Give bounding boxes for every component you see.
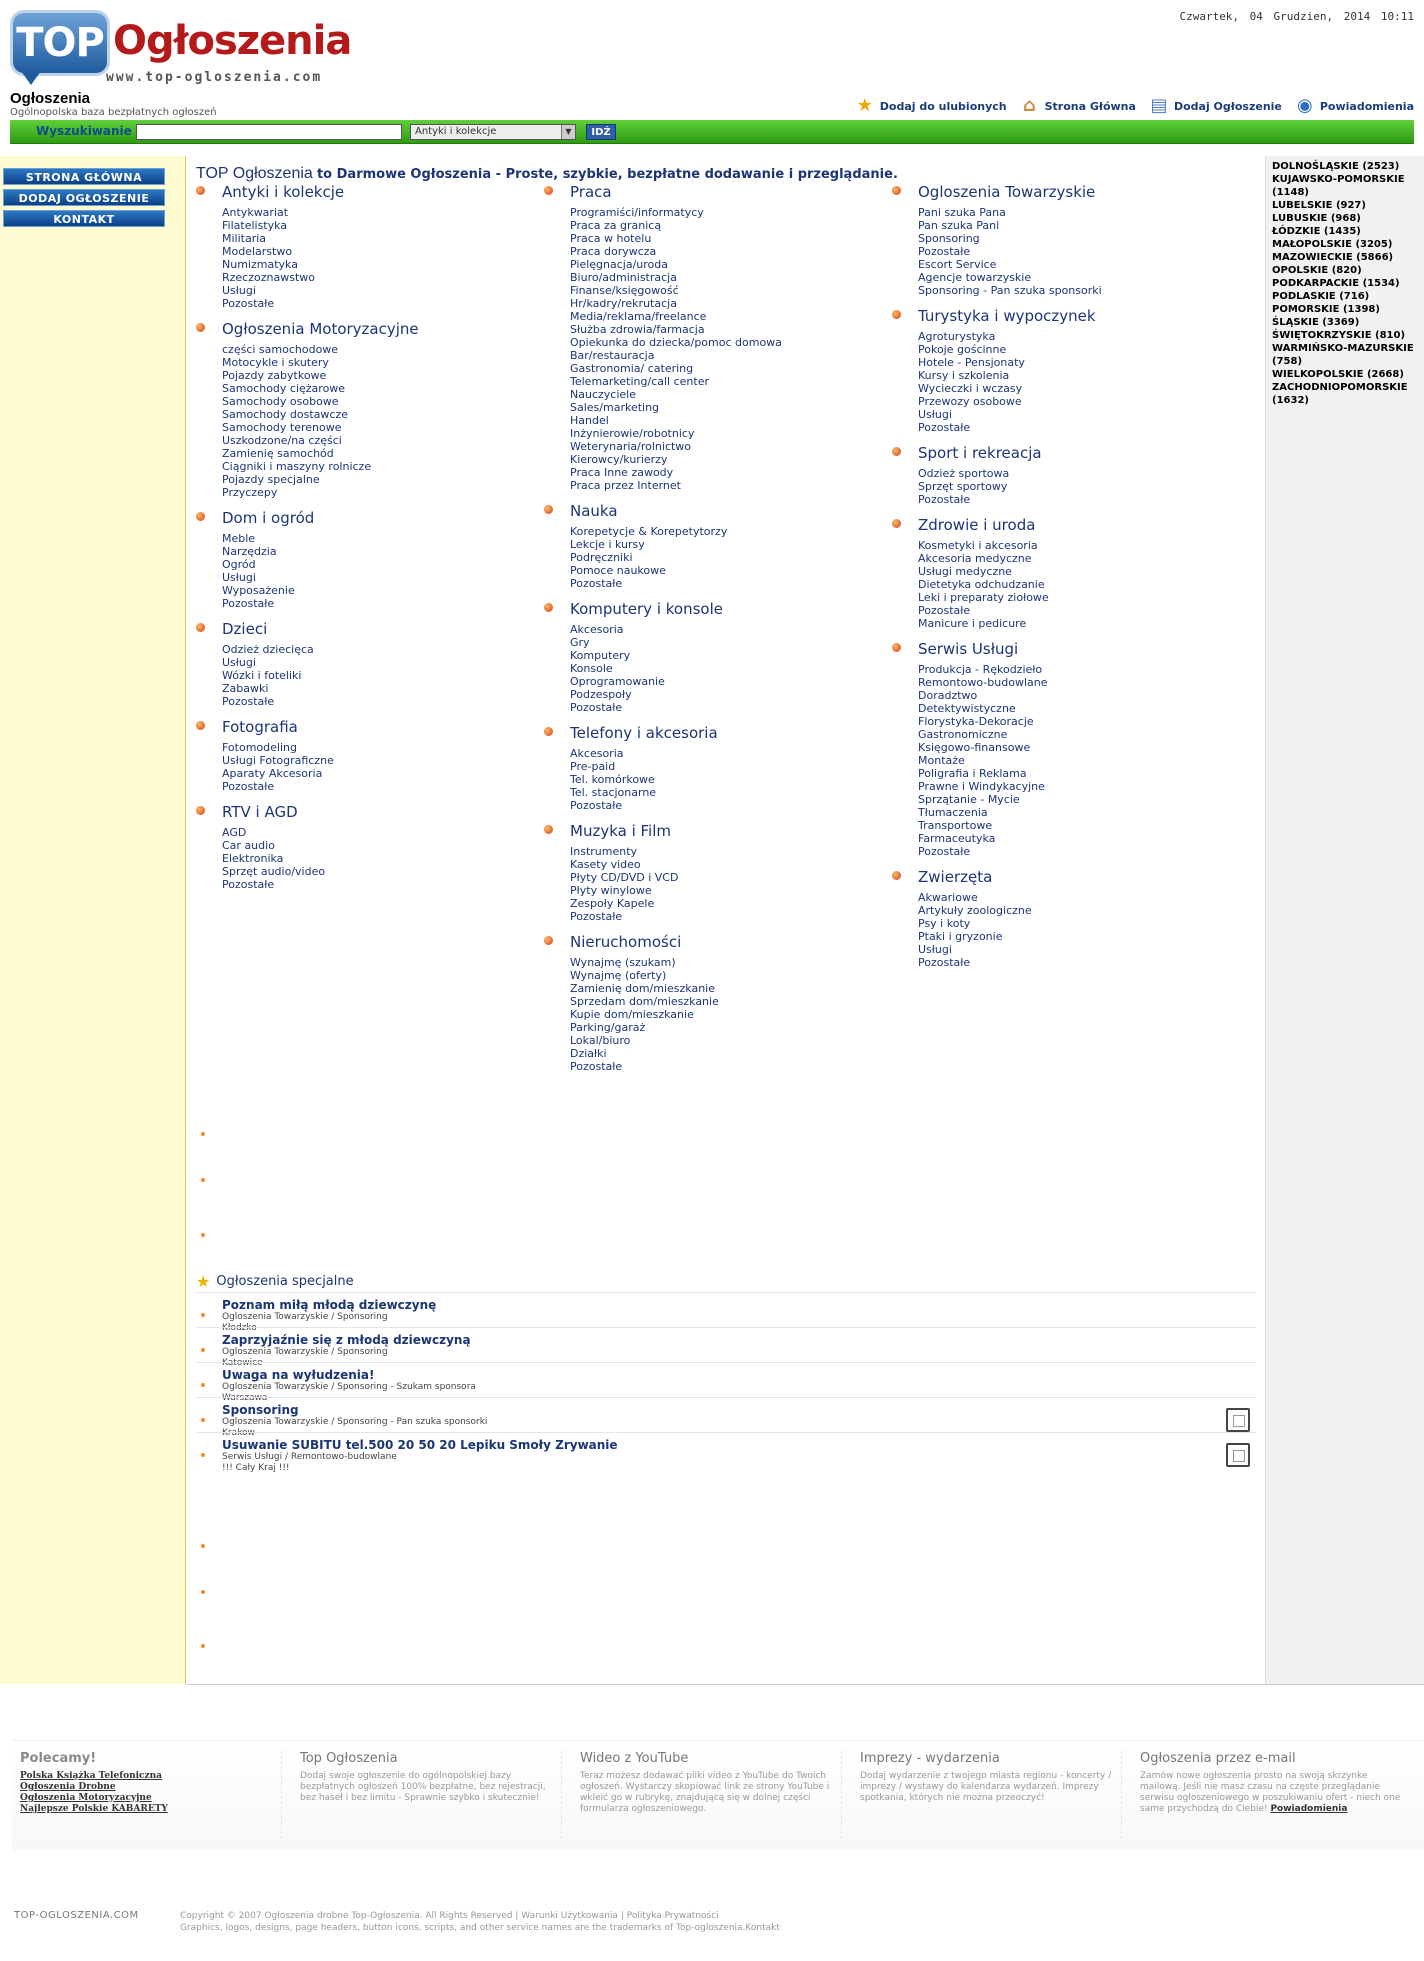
- subcategory-link[interactable]: Fotomodeling: [222, 741, 297, 754]
- special-ad-location: !!! Cały Kraj !!!: [222, 1463, 290, 1473]
- subcategory-link[interactable]: Akwariowe: [918, 891, 978, 904]
- subcategory-link[interactable]: Transportowe: [918, 819, 993, 832]
- footer-link[interactable]: Polska Książka Telefoniczna: [20, 1771, 163, 1781]
- main-nav: [0, 168, 165, 231]
- star-icon: ★: [196, 1272, 211, 1291]
- region-link[interactable]: DOLNOŚLĄSKIE (2523): [1272, 161, 1400, 172]
- category-title[interactable]: Komputery i konsole: [570, 600, 723, 618]
- special-ad-item: [196, 1432, 1256, 1473]
- subcategory-link[interactable]: Pozostałe: [570, 1060, 623, 1073]
- subcategory-link[interactable]: Agencje towarzyskie: [918, 271, 1032, 284]
- subcategory-link[interactable]: Lekcje i kursy: [570, 538, 645, 551]
- subcategory-link[interactable]: Sprzątanie - Mycie: [918, 793, 1020, 806]
- special-ad-location: Krakow: [222, 1428, 255, 1438]
- footer-info: [12, 1740, 1424, 1850]
- category-title[interactable]: Fotografia: [222, 718, 298, 736]
- category-block: [570, 933, 900, 1073]
- privacy-link[interactable]: Polityka Prywatności: [626, 1911, 719, 1921]
- category-block: [222, 803, 552, 891]
- site-name: Ogłoszenia: [10, 90, 91, 107]
- region-link[interactable]: LUBELSKIE (927): [1272, 200, 1366, 211]
- subcategory-link[interactable]: Handel: [570, 414, 609, 427]
- subcategory-link[interactable]: Pozostałe: [570, 577, 623, 590]
- logo-wordmark: Ogłoszenia: [113, 18, 352, 64]
- region-link[interactable]: WIELKOPOLSKIE (2668): [1272, 369, 1404, 380]
- subcategory-link[interactable]: Akcesoria medyczne: [918, 552, 1032, 565]
- subcategory-link[interactable]: Zamienię dom/mieszkanie: [570, 982, 715, 995]
- subcategory-link[interactable]: Produkcja - Rękodzieło: [918, 663, 1043, 676]
- subcategory-link[interactable]: Praca za granicą: [570, 219, 662, 232]
- category-block: [918, 307, 1248, 434]
- subcategory-link[interactable]: Media/reklama/freelance: [570, 310, 707, 323]
- bullet-icon: [544, 186, 553, 195]
- subcategory-link[interactable]: Pozostałe: [570, 910, 623, 923]
- subcategory-link[interactable]: Konsole: [570, 662, 613, 675]
- category-block: [222, 320, 552, 499]
- subcategory-link[interactable]: Car audio: [222, 839, 275, 852]
- subcategory-link[interactable]: Praca dorywcza: [570, 245, 657, 258]
- subcategory-link[interactable]: Sprzęt audio/video: [222, 865, 326, 878]
- footer-email: Ogłoszenia przez e-mail Zamów nowe ogłoszenia prosto na swoją skrzynke mailową. Jeśli nie masz czasu na częste przeglądanie serwisu ogłoszeniowego w poszukiwaniu ofert - niech one same przychodzą do Ciebie! Powiadomienia: [1140, 1751, 1401, 1814]
- bullet-decoration: [201, 1178, 205, 1182]
- subcategory-link[interactable]: Podzespoły: [570, 688, 632, 701]
- notifications-link[interactable]: ◉ Powiadomienia: [1294, 95, 1414, 117]
- date-time: Czwartek, 04 Grudzien, 2014 10:11: [1179, 10, 1414, 23]
- category-block: [918, 516, 1248, 630]
- bullet-decoration: [201, 1590, 205, 1594]
- subcategory-link[interactable]: Pozostałe: [918, 421, 971, 434]
- footer-top-ogloszenia: Top Ogłoszenia Dodaj swoje ogłoszenie do ogólnopolskiej bazy bezpłatnych ogłoszeń 100% bezpłatne, bez rejestracji, bez haseł i bez limitu - Sprawnie szybko i skutecznie!: [292, 1751, 562, 1839]
- category-block: [570, 502, 900, 590]
- subcategory-link[interactable]: Telemarketing/call center: [570, 375, 709, 388]
- category-column-3: [918, 183, 1248, 979]
- bullet-icon: [196, 512, 205, 521]
- region-link[interactable]: POMORSKIE (1398): [1272, 304, 1380, 315]
- subcategory-link[interactable]: Kasety video: [570, 858, 641, 871]
- subcategory-link[interactable]: Lokal/biuro: [570, 1034, 631, 1047]
- special-ad-title[interactable]: Uwaga na wyłudzenia!: [222, 1368, 375, 1382]
- bullet-icon: [544, 825, 553, 834]
- notifications-footer-link[interactable]: Powiadomienia: [1270, 1804, 1348, 1814]
- subcategory-link[interactable]: Odzież dziecięca: [222, 643, 314, 656]
- subcategory-link[interactable]: Pozostałe: [222, 878, 275, 891]
- region-link[interactable]: ZACHODNIOPOMORSKIE (1632): [1272, 382, 1408, 406]
- nav-home[interactable]: STRONA GŁÓWNA: [3, 168, 165, 185]
- left-sidebar: [0, 156, 186, 1684]
- subcategory-link[interactable]: Usługi Fotograficzne: [222, 754, 334, 767]
- subcategory-link[interactable]: Praca w hotelu: [570, 232, 652, 245]
- subcategory-link[interactable]: Meble: [222, 532, 256, 545]
- subcategory-link[interactable]: Pre-paid: [570, 760, 616, 773]
- top-links: [854, 95, 1414, 117]
- subcategory-link[interactable]: Pokoje gościnne: [918, 343, 1007, 356]
- category-title[interactable]: Turystyka i wypoczynek: [918, 307, 1096, 325]
- subcategory-link[interactable]: Sponsoring: [918, 232, 980, 245]
- subcategory-link[interactable]: Podręczniki: [570, 551, 633, 564]
- category-title[interactable]: Telefony i akcesoria: [570, 724, 718, 742]
- subcategory-link[interactable]: Zamienię samochód: [222, 447, 334, 460]
- category-title[interactable]: Ogloszenia Towarzyskie: [918, 183, 1096, 201]
- subcategory-link[interactable]: Tel. komórkowe: [570, 773, 655, 786]
- category-block: [570, 183, 900, 492]
- subcategory-link[interactable]: Pozostałe: [918, 604, 971, 617]
- subcategory-link[interactable]: Wynajmę (oferty): [570, 969, 667, 982]
- subcategory-link[interactable]: Pozostałe: [222, 297, 275, 310]
- special-ad-location: Katowice: [222, 1358, 263, 1368]
- bullet-decoration: [201, 1313, 205, 1317]
- bullet-decoration: [201, 1233, 205, 1237]
- subcategory-link[interactable]: Artykuły zoologiczne: [918, 904, 1032, 917]
- search-label: Wyszukiwanie: [36, 124, 132, 138]
- bullet-icon: [892, 643, 901, 652]
- subcategory-link[interactable]: Pozostałe: [918, 845, 971, 858]
- subcategory-link[interactable]: części samochodowe: [222, 343, 339, 356]
- special-ad-item: [196, 1292, 1256, 1333]
- special-ad-category: Ogloszenia Towarzyskie / Sponsoring: [222, 1347, 388, 1357]
- footer-link[interactable]: Ogłoszenia Motoryzacyjne: [20, 1793, 152, 1803]
- add-favorites-link[interactable]: ★ Dodaj do ulubionych: [854, 95, 1007, 117]
- subcategory-link[interactable]: Ciągniki i maszyny rolnicze: [222, 460, 372, 473]
- footer-youtube: Wideo z YouTube Teraz możesz dodawać pliki video z YouTube do Twoich ogłoszeń. Wystarczy skopiować link ze strony YouTube i wkleić go w rubrykę, znajdującą się w dolnej części formularza ogłoszeniowego.: [572, 1751, 842, 1839]
- bullet-icon: [892, 186, 901, 195]
- region-link[interactable]: MAŁOPOLSKIE (3205): [1272, 239, 1393, 250]
- subcategory-link[interactable]: Samochody terenowe: [222, 421, 342, 434]
- subcategory-link[interactable]: Przewozy osobowe: [918, 395, 1022, 408]
- subcategory-link[interactable]: Hotele - Pensjonaty: [918, 356, 1025, 369]
- subcategory-link[interactable]: Numizmatyka: [222, 258, 298, 271]
- bullet-icon: [196, 323, 205, 332]
- special-ad-title[interactable]: Sponsoring: [222, 1403, 299, 1417]
- subcategory-link[interactable]: Akcesoria: [570, 747, 624, 760]
- subcategory-link[interactable]: Pozostałe: [222, 780, 275, 793]
- bullet-decoration: [201, 1644, 205, 1648]
- site-tagline: Ogólnopolska baza bezpłatnych ogłoszeń: [10, 107, 217, 118]
- subcategory-link[interactable]: Usługi: [918, 943, 952, 956]
- nav-contact[interactable]: KONTAKT: [3, 210, 165, 227]
- footer-recommend: Polecamy! Polska Książka Telefoniczna Ogłoszenia Drobne Ogłoszenia Motoryzacyjne Najlepsze Polskie KABARETY: [12, 1751, 282, 1839]
- copyright: Copyright © 2007 Ogłoszenia drobne Top-Ogłoszenia. All Rights Reserved | Warunki Użytkowania | Polityka Prywatności Graphics, logos, designs, page headers, button icons, scripts, and other service names are the trademarks of Top-ogloszenia.Kontakt: [180, 1911, 780, 1933]
- special-ad-category: Serwis Usługi / Remontowo-budowlane: [222, 1452, 397, 1462]
- category-title[interactable]: Dzieci: [222, 620, 268, 638]
- subcategory-link[interactable]: Weterynaria/rolnictwo: [570, 440, 692, 453]
- region-link[interactable]: WARMIŃSKO-MAZURSKIE (758): [1272, 343, 1414, 367]
- subcategory-link[interactable]: Gastronomiczne: [918, 728, 1008, 741]
- subcategory-link[interactable]: Zespoły Kapele: [570, 897, 655, 910]
- subcategory-link[interactable]: Finanse/księgowość: [570, 284, 679, 297]
- search-go-button[interactable]: IDŹ: [586, 124, 616, 140]
- category-block: [570, 724, 900, 812]
- bullet-icon: [196, 186, 205, 195]
- subcategory-link[interactable]: Opiekunka do dziecka/pomoc domowa: [570, 336, 782, 349]
- subcategory-link[interactable]: Pomoce naukowe: [570, 564, 666, 577]
- site-logo[interactable]: [10, 10, 370, 90]
- region-link[interactable]: MAZOWIECKIE (5866): [1272, 252, 1394, 263]
- category-title[interactable]: Antyki i kolekcje: [222, 183, 345, 201]
- contact-link[interactable]: Kontakt: [745, 1923, 780, 1933]
- subcategory-link[interactable]: Płyty winylowe: [570, 884, 652, 897]
- subcategory-link[interactable]: Manicure i pedicure: [918, 617, 1027, 630]
- photo-thumbnail-icon[interactable]: [1226, 1408, 1250, 1432]
- subcategory-link[interactable]: Pozostałe: [570, 701, 623, 714]
- category-title[interactable]: Dom i ogród: [222, 509, 315, 527]
- subcategory-link[interactable]: Escort Service: [918, 258, 997, 271]
- add-ad-link[interactable]: ▤ Dodaj Ogłoszenie: [1148, 95, 1282, 117]
- special-ad-item: [196, 1397, 1256, 1438]
- bullet-decoration: [201, 1383, 205, 1387]
- bullet-icon: [892, 310, 901, 319]
- subcategory-link[interactable]: Pozostałe: [222, 695, 275, 708]
- subcategory-link[interactable]: Psy i koty: [918, 917, 971, 930]
- subcategory-link[interactable]: Usługi: [222, 284, 256, 297]
- subcategory-link[interactable]: Nauczyciele: [570, 388, 636, 401]
- subcategory-link[interactable]: Pozostałe: [222, 597, 275, 610]
- subcategory-link[interactable]: Sprzęt sportowy: [918, 480, 1008, 493]
- bullet-icon: [196, 623, 205, 632]
- subcategory-link[interactable]: Remontowo-budowlane: [918, 676, 1048, 689]
- subcategory-link[interactable]: Kursy i szkolenia: [918, 369, 1010, 382]
- subcategory-link[interactable]: Detektywistyczne: [918, 702, 1016, 715]
- subcategory-link[interactable]: Działki: [570, 1047, 607, 1060]
- divider: [186, 1684, 1424, 1685]
- subcategory-link[interactable]: Modelarstwo: [222, 245, 293, 258]
- photo-thumbnail-icon[interactable]: [1226, 1443, 1250, 1467]
- category-title[interactable]: Zdrowie i uroda: [918, 516, 1036, 534]
- special-ad-title[interactable]: Poznam miłą młodą dziewczynę: [222, 1298, 437, 1312]
- subcategory-link[interactable]: Leki i preparaty ziołowe: [918, 591, 1049, 604]
- bullet-icon: [544, 505, 553, 514]
- subcategory-link[interactable]: Korepetycje & Korepetytorzy: [570, 525, 728, 538]
- special-ad-location: Warszawa: [222, 1393, 268, 1403]
- region-link[interactable]: ŚWIĘTOKRZYSKIE (810): [1272, 330, 1406, 341]
- subcategory-link[interactable]: Biuro/administracja: [570, 271, 677, 284]
- subcategory-link[interactable]: Agroturystyka: [918, 330, 996, 343]
- subcategory-link[interactable]: Pielęgnacja/uroda: [570, 258, 668, 271]
- intro-brand: TOP Ogłoszenia: [196, 165, 313, 182]
- subcategory-link[interactable]: Usługi: [222, 656, 256, 669]
- subcategory-link[interactable]: Kosmetyki i akcesoria: [918, 539, 1038, 552]
- special-ad-item: [196, 1362, 1256, 1403]
- notifications-icon: ◉: [1297, 95, 1313, 116]
- subcategory-link[interactable]: Gastronomia/ catering: [570, 362, 694, 375]
- subcategory-link[interactable]: Dietetyka odchudzanie: [918, 578, 1045, 591]
- subcategory-link[interactable]: Wynajmę (szukam): [570, 956, 676, 969]
- subcategory-link[interactable]: Gry: [570, 636, 590, 649]
- region-link[interactable]: PODLASKIE (716): [1272, 291, 1370, 302]
- chevron-down-icon: ▼: [561, 125, 575, 139]
- bullet-decoration: [201, 1453, 205, 1457]
- category-title[interactable]: Nieruchomości: [570, 933, 682, 951]
- subcategory-link[interactable]: Farmaceutyka: [918, 832, 996, 845]
- region-link[interactable]: LUBUSKIE (968): [1272, 213, 1361, 224]
- subcategory-link[interactable]: Rzeczoznawstwo: [222, 271, 315, 284]
- subcategory-link[interactable]: Elektronika: [222, 852, 284, 865]
- bullet-icon: [196, 806, 205, 815]
- category-title[interactable]: Zwierzęta: [918, 868, 993, 886]
- subcategory-link[interactable]: Akcesoria: [570, 623, 624, 636]
- home-link[interactable]: ⌂ Strona Główna: [1019, 95, 1136, 117]
- bullet-icon: [544, 727, 553, 736]
- special-ad-location: Kłodzko: [222, 1323, 257, 1333]
- subcategory-link[interactable]: Ptaki i gryzonie: [918, 930, 1003, 943]
- bullet-icon: [892, 519, 901, 528]
- subcategory-link[interactable]: Praca przez Internet: [570, 479, 681, 492]
- special-ad-title[interactable]: Usuwanie SUBITU tel.500 20 50 20 Lepiku Smoły Zrywanie: [222, 1438, 618, 1452]
- subcategory-link[interactable]: Oprogramowanie: [570, 675, 665, 688]
- subcategory-link[interactable]: Pan szuka Pani: [918, 219, 1000, 232]
- category-select[interactable]: Antyki i kolekcje ▼: [410, 124, 576, 140]
- subcategory-link[interactable]: Księgowo-finansowe: [918, 741, 1031, 754]
- category-block: [918, 183, 1248, 297]
- subcategory-link[interactable]: Instrumenty: [570, 845, 638, 858]
- category-block: [570, 822, 900, 923]
- special-ad-category: Ogloszenia Towarzyskie / Sponsoring: [222, 1312, 388, 1322]
- bullet-icon: [892, 871, 901, 880]
- category-column-1: [222, 183, 552, 901]
- category-block: [222, 509, 552, 610]
- category-title[interactable]: Muzyka i Film: [570, 822, 672, 840]
- subcategory-link[interactable]: Sprzedam dom/mieszkanie: [570, 995, 719, 1008]
- subcategory-link[interactable]: Usługi medyczne: [918, 565, 1012, 578]
- category-title[interactable]: Praca: [570, 183, 612, 201]
- subcategory-link[interactable]: Wózki i foteliki: [222, 669, 302, 682]
- document-icon: ▤: [1150, 95, 1168, 116]
- bullet-icon: [544, 603, 553, 612]
- subcategory-link[interactable]: Samochody osobowe: [222, 395, 339, 408]
- category-block: [918, 640, 1248, 858]
- home-icon: ⌂: [1023, 95, 1037, 116]
- category-title[interactable]: Nauka: [570, 502, 618, 520]
- footer-link[interactable]: Najlepsze Polskie KABARETY: [20, 1804, 168, 1814]
- subcategory-link[interactable]: Programiści/informatycy: [570, 206, 704, 219]
- category-title[interactable]: Ogłoszenia Motoryzacyjne: [222, 320, 419, 338]
- subcategory-link[interactable]: Aparaty Akcesoria: [222, 767, 323, 780]
- subcategory-link[interactable]: Pozostałe: [570, 799, 623, 812]
- subcategory-link[interactable]: Pojazdy zabytkowe: [222, 369, 327, 382]
- subcategory-link[interactable]: Sales/marketing: [570, 401, 660, 414]
- subcategory-link[interactable]: Zabawki: [222, 682, 269, 695]
- bullet-decoration: [201, 1418, 205, 1422]
- star-icon: ★: [856, 95, 873, 116]
- bullet-decoration: [201, 1132, 205, 1136]
- subcategory-link[interactable]: Parking/garaż: [570, 1021, 646, 1034]
- terms-link[interactable]: Warunki Użytkowania: [521, 1911, 618, 1921]
- subcategory-link[interactable]: Przyczepy: [222, 486, 278, 499]
- subcategory-link[interactable]: Inżynierowie/robotnicy: [570, 427, 695, 440]
- bullet-icon: [544, 936, 553, 945]
- category-title[interactable]: Sport i rekreacja: [918, 444, 1042, 462]
- subcategory-link[interactable]: Praca Inne zawody: [570, 466, 674, 479]
- subcategory-link[interactable]: Doradztwo: [918, 689, 978, 702]
- subcategory-link[interactable]: Kierowcy/kurierzy: [570, 453, 668, 466]
- region-link[interactable]: OPOLSKIE (820): [1272, 265, 1362, 276]
- subcategory-link[interactable]: Samochody dostawcze: [222, 408, 348, 421]
- category-block: [222, 718, 552, 793]
- category-title[interactable]: RTV i AGD: [222, 803, 298, 821]
- special-ad-item: [196, 1327, 1256, 1368]
- subcategory-link[interactable]: Pojazdy specjalne: [222, 473, 320, 486]
- subcategory-link[interactable]: Ogród: [222, 558, 256, 571]
- subcategory-link[interactable]: Montaże: [918, 754, 965, 767]
- subcategory-link[interactable]: Pani szuka Pana: [918, 206, 1006, 219]
- subcategory-link[interactable]: Narzędzia: [222, 545, 277, 558]
- subcategory-link[interactable]: Służba zdrowia/farmacja: [570, 323, 705, 336]
- category-block: [222, 183, 552, 310]
- search-bar: [10, 120, 1414, 144]
- subcategory-link[interactable]: Motocykle i skutery: [222, 356, 329, 369]
- intro-text: [196, 165, 898, 183]
- subcategory-link[interactable]: Uszkodzone/na części: [222, 434, 342, 447]
- subcategory-link[interactable]: Antykwariat: [222, 206, 289, 219]
- search-input[interactable]: [136, 124, 402, 140]
- category-title[interactable]: Serwis Usługi: [918, 640, 1019, 658]
- footer-events: Imprezy - wydarzenia Dodaj wydarzenie z twojego miasta regionu - koncerty / imprezy / wystawy do kalendarza wydarzeń. Imprezy spotkania, których nie można przeoczyć!: [852, 1751, 1122, 1839]
- subcategory-link[interactable]: Prawne i Windykacyjne: [918, 780, 1045, 793]
- category-column-2: [570, 183, 900, 1083]
- subcategory-link[interactable]: AGD: [222, 826, 247, 839]
- logo-badge: TOP: [10, 10, 110, 76]
- special-ad-category: Ogloszenia Towarzyskie / Sponsoring - Szukam sponsora: [222, 1382, 476, 1392]
- subcategory-link[interactable]: Komputery: [570, 649, 631, 662]
- subcategory-link[interactable]: Pozostałe: [918, 493, 971, 506]
- region-link[interactable]: ŁÓDZKIE (1435): [1272, 226, 1361, 237]
- special-ads-title: ★ Ogłoszenia specjalne: [196, 1272, 354, 1291]
- subcategory-link[interactable]: Wycieczki i wczasy: [918, 382, 1023, 395]
- subcategory-link[interactable]: Odzież sportowa: [918, 467, 1010, 480]
- subcategory-link[interactable]: Tłumaczenia: [918, 806, 988, 819]
- nav-add-ad[interactable]: DODAJ OGŁOSZENIE: [3, 189, 165, 206]
- category-block: [222, 620, 552, 708]
- footer-link[interactable]: Ogłoszenia Drobne: [20, 1782, 116, 1792]
- category-block: [570, 600, 900, 714]
- subcategory-link[interactable]: Florystyka-Dekoracje: [918, 715, 1034, 728]
- category-block: [918, 868, 1248, 969]
- category-block: [918, 444, 1248, 506]
- subcategory-link[interactable]: Hr/kadry/rekrutacja: [570, 297, 677, 310]
- region-link[interactable]: KUJAWSKO-POMORSKIE (1148): [1272, 174, 1405, 198]
- special-ad-title[interactable]: Zaprzyjaźnie się z młodą dziewczyną: [222, 1333, 471, 1347]
- subcategory-link[interactable]: Kupie dom/mieszkanie: [570, 1008, 694, 1021]
- subcategory-link[interactable]: Pozostałe: [918, 956, 971, 969]
- bullet-icon: [196, 721, 205, 730]
- footer-site-name: TOP-OGLOSZENIA.COM: [14, 1910, 139, 1921]
- region-link[interactable]: ŚLĄSKIE (3369): [1272, 317, 1360, 328]
- intro-tagline: to Darmowe Ogłoszenia - Proste, szybkie, bezpłatne dodawanie i przeglądanie.: [316, 167, 898, 182]
- bullet-icon: [892, 447, 901, 456]
- subcategory-link[interactable]: Poligrafia i Reklama: [918, 767, 1027, 780]
- subcategory-link[interactable]: Usługi: [222, 571, 256, 584]
- special-ad-category: Ogloszenia Towarzyskie / Sponsoring - Pan szuka sponsorki: [222, 1417, 488, 1427]
- subcategory-link[interactable]: Filatelistyka: [222, 219, 288, 232]
- subcategory-link[interactable]: Militaria: [222, 232, 267, 245]
- subcategory-link[interactable]: Sponsoring - Pan szuka sponsorki: [918, 284, 1102, 297]
- regions-sidebar: [1265, 156, 1424, 1684]
- subcategory-link[interactable]: Bar/restauracja: [570, 349, 655, 362]
- subcategory-link[interactable]: Tel. stacjonarne: [570, 786, 657, 799]
- subcategory-link[interactable]: Wyposażenie: [222, 584, 295, 597]
- subcategory-link[interactable]: Samochody ciężarowe: [222, 382, 346, 395]
- subcategory-link[interactable]: Płyty CD/DVD i VCD: [570, 871, 679, 884]
- bullet-decoration: [201, 1544, 205, 1548]
- subcategory-link[interactable]: Pozostałe: [918, 245, 971, 258]
- logo-url: www.top-ogloszenia.com: [106, 70, 323, 85]
- region-link[interactable]: PODKARPACKIE (1534): [1272, 278, 1400, 289]
- bullet-decoration: [201, 1348, 205, 1352]
- subcategory-link[interactable]: Usługi: [918, 408, 952, 421]
